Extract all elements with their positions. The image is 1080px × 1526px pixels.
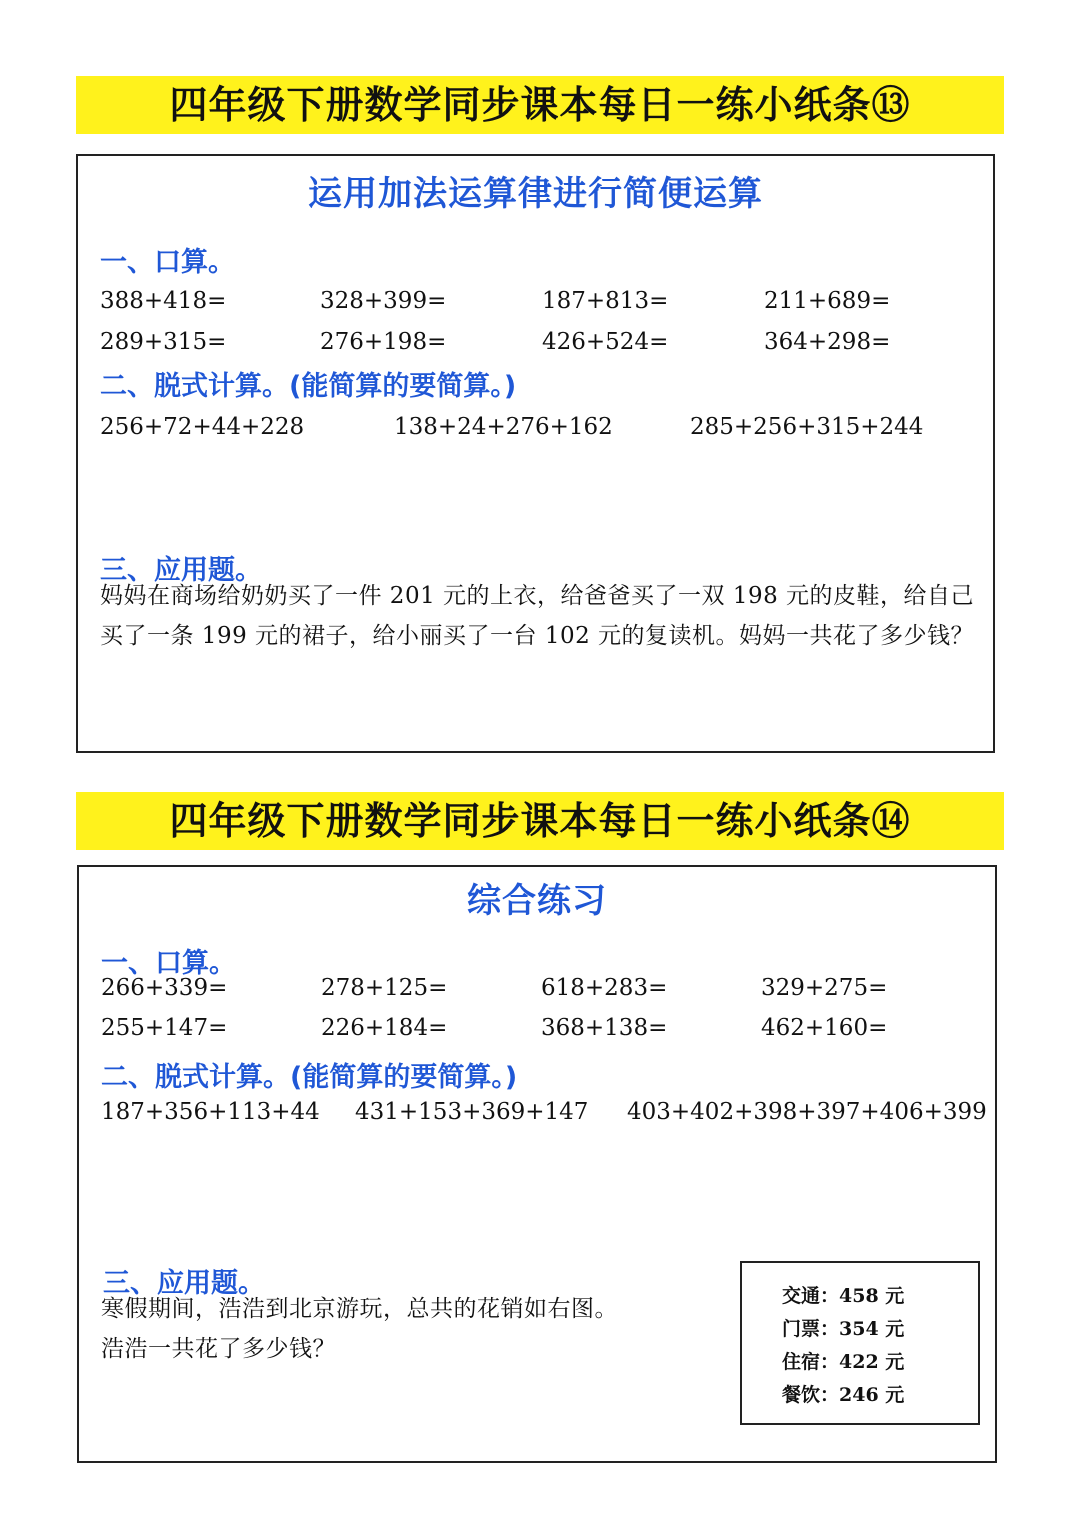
- oral-problem: 187+813=: [542, 288, 669, 314]
- oral-problem: 211+689=: [764, 288, 891, 314]
- sheet13-banner: 四年级下册数学同步课本每日一练小纸条⑬: [76, 76, 1004, 134]
- oral-problem: 266+339=: [101, 975, 228, 1001]
- sheet14-banner: 四年级下册数学同步课本每日一练小纸条⑭: [76, 792, 1004, 850]
- expense-list-box: [740, 1261, 980, 1425]
- oral-problem: 329+275=: [761, 975, 888, 1001]
- oral-problem: 388+418=: [100, 288, 227, 314]
- oral-problem: 462+160=: [761, 1015, 888, 1041]
- written-problem: 431+153+369+147: [355, 1099, 589, 1125]
- sheet13-section-oral: 一、口算。: [100, 247, 235, 278]
- oral-problem: 278+125=: [321, 975, 448, 1001]
- written-problem: 187+356+113+44: [101, 1099, 320, 1125]
- written-problem: 285+256+315+244: [690, 414, 924, 440]
- written-problem: 256+72+44+228: [100, 414, 305, 440]
- sheet13-word-problem: 妈妈在商场给奶奶买了一件 201 元的上衣，给爸爸买了一双 198 元的皮鞋，给自己买了一条 199 元的裙子，给小丽买了一台 102 元的复读机。妈妈一共花了多少钱？: [100, 583, 975, 649]
- sheet14-title: 综合练习: [467, 881, 607, 921]
- sheet14-word-problem-line2: 浩浩一共花了多少钱？: [101, 1336, 336, 1362]
- sheet13-title: 运用加法运算律进行简便运算: [308, 174, 763, 214]
- sheet14-card: [77, 865, 997, 1463]
- oral-problem: 364+298=: [764, 329, 891, 355]
- sheet14-section-word-problem: 三、应用题。: [103, 1268, 265, 1299]
- expense-item: 餐饮：246 元: [782, 1384, 905, 1406]
- oral-problem: 276+198=: [320, 329, 447, 355]
- written-problem: 403+402+398+397+406+399: [627, 1099, 987, 1125]
- oral-problem: 426+524=: [542, 329, 669, 355]
- oral-problem: 328+399=: [320, 288, 447, 314]
- oral-problem: 368+138=: [541, 1015, 668, 1041]
- sheet14-word-problem-line1: 寒假期间，浩浩到北京游玩，总共的花销如右图。: [101, 1296, 618, 1322]
- expense-item: 门票：354 元: [782, 1318, 905, 1340]
- oral-problem: 618+283=: [541, 975, 668, 1001]
- sheet13-section-written: 二、脱式计算。(能简算的要简算。): [100, 371, 517, 402]
- written-problem: 138+24+276+162: [394, 414, 613, 440]
- expense-item: 住宿：422 元: [782, 1351, 905, 1373]
- oral-problem: 289+315=: [100, 329, 227, 355]
- sheet14-section-written: 二、脱式计算。(能简算的要简算。): [101, 1062, 518, 1093]
- oral-problem: 255+147=: [101, 1015, 228, 1041]
- oral-problem: 226+184=: [321, 1015, 448, 1041]
- sheet13-card: [76, 154, 995, 753]
- expense-item: 交通：458 元: [782, 1285, 905, 1307]
- sheet14-section-oral: 一、口算。: [101, 948, 236, 979]
- sheet13-section-word-problem: 三、应用题。: [100, 555, 262, 586]
